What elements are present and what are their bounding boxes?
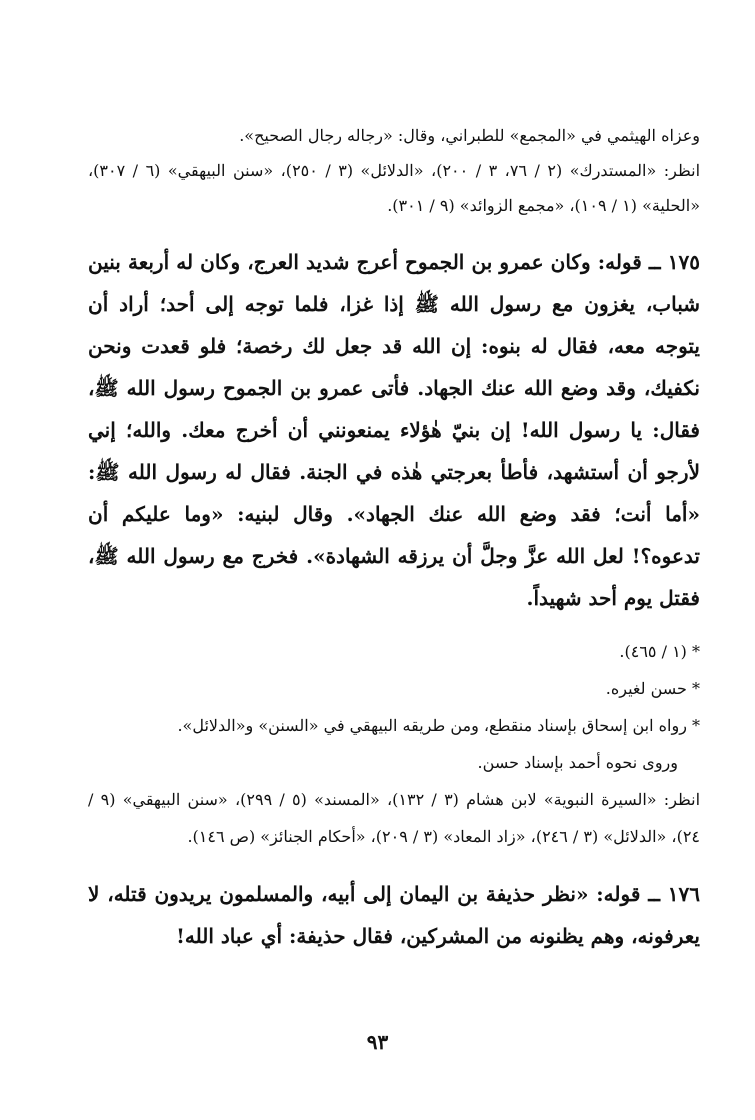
- entry-175-reference: * (١ / ٤٦٥).: [619, 642, 700, 661]
- entry-175-text: ١٧٥ ــ قوله: وكان عمرو بن الجموح أعرج شديد العرج، وكان له أربعة بنين شباب، يغزون مع رسول الله ﷺ إذا غزا، فلما توجه إلى أحد؛ أراد أن يتوجه معه، فقال له بنوه: إن الله قد جعل لك رخصة؛ فلو قعدت ونحن نكفيك، وقد وضع الله عنك الجهاد. فأتى عمرو بن الجموح رسول الله ﷺ، فقال: يا رسول الله! إن بنيّ هٰؤلاء يمنعونني أن أخرج معك. والله؛ إني لأرجو أن أستشهد، فأطأ بعرجتي هٰذه في الجنة. فقال له رسول الله ﷺ: «أما أنت؛ فقد وضع الله عنك الجهاد». وقال لبنيه: «وما عليكم أن تدعوه؟! لعل الله عزَّ وجلَّ أن يرزقه الشهادة». فخرج مع رسول الله ﷺ، فقتل يوم أحد شهيداً.: [88, 250, 700, 610]
- entry-175-narration: * رواه ابن إسحاق بإسناد منقطع، ومن طريقه البيهقي في «السنن» و«الدلائل».: [177, 716, 700, 735]
- spacer: [88, 619, 700, 633]
- takhrij-references: انظر: «المستدرك» (٢ / ٧٦، ٣ / ٢٠٠)، «الدلائل» (٣ / ٢٥٠)، «سنن البيهقي» (٦ / ٣٠٧)، «الحلية» (١ / ١٠٩)، «مجمع الزوائد» (٩ / ٣٠١).: [88, 161, 701, 215]
- spacer: [88, 223, 700, 241]
- entry-175-see-also: انظر: «السيرة النبوية» لابن هشام (٣ / ١٣٢)، «المسند» (٥ / ٢٩٩)، «سنن البيهقي» (٩ / ٢٤)، «الدلائل» (٣ / ٢٤٦)، «زاد المعاد» (٣ / ٢٠٩)، «أحكام الجنائز» (ص ١٤٦).: [88, 790, 701, 846]
- page-body: [88, 118, 700, 957]
- page-number: ٩٣: [366, 1030, 389, 1054]
- takhrij-line-1: وعزاه الهيثمي في «المجمع» للطبراني، وقال: «رجاله رجال الصحيح».: [239, 126, 700, 145]
- spacer: [88, 855, 700, 873]
- entry-175-ahmad-note: وروى نحوه أحمد بإسناد حسن.: [477, 753, 678, 772]
- entry-176-text: ١٧٦ ــ قوله: «نظر حذيفة بن اليمان إلى أبيه، والمسلمون يريدون قتله، لا يعرفونه، وهم يظنونه من المشركين، فقال حذيفة: أي عباد الله!: [88, 882, 700, 948]
- entry-175-grade: * حسن لغيره.: [605, 679, 700, 698]
